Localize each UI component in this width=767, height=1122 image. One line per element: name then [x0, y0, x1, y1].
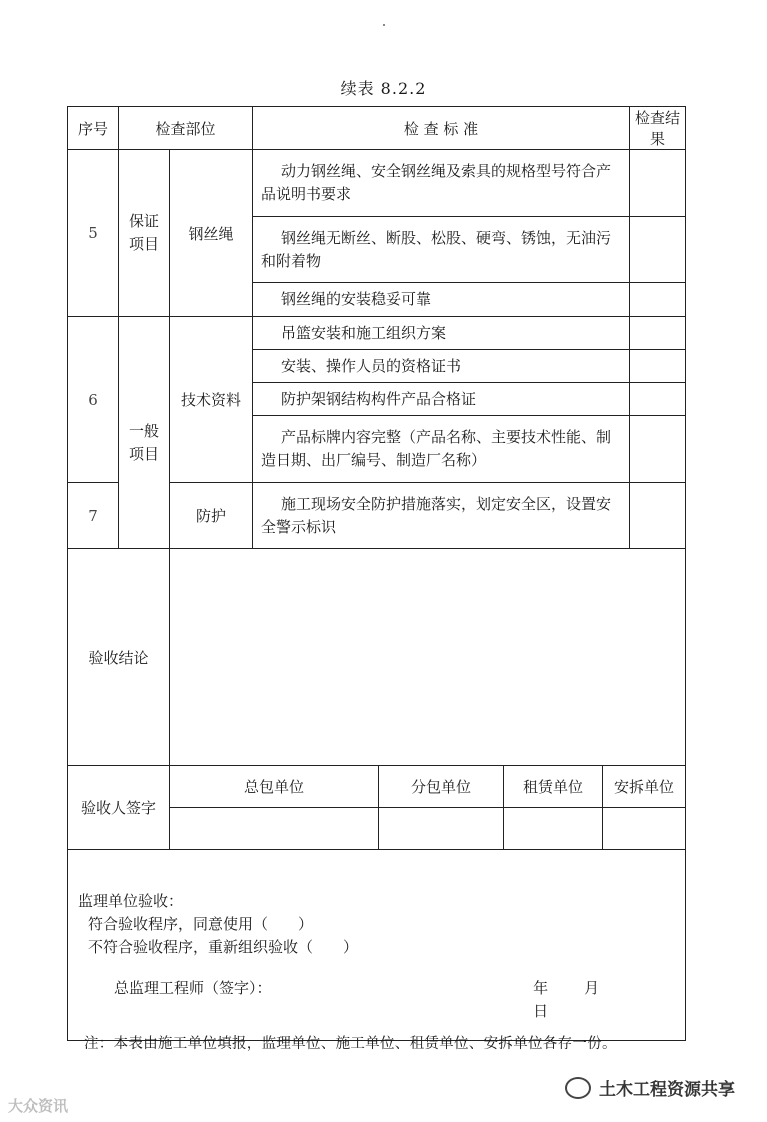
wechat-logo-icon — [565, 1077, 591, 1099]
result-cell — [630, 317, 686, 350]
result-cell — [630, 283, 686, 317]
result-cell — [630, 350, 686, 383]
supervision-title: 监理单位验收： — [78, 892, 184, 910]
signature-header-row — [68, 766, 686, 808]
unit-lessor: 租赁单位 — [504, 766, 603, 808]
table-row — [68, 317, 686, 350]
watermark-right-text: 土木工程资源共享 — [599, 1080, 735, 1100]
header-standard: 检 查 标 准 — [253, 107, 630, 150]
table-row — [68, 150, 686, 217]
standard-item: 防护架钢结构构件产品合格证 — [253, 383, 630, 416]
conclusion-row — [68, 549, 686, 766]
watermark-left — [8, 1095, 68, 1116]
result-cell — [630, 416, 686, 483]
chief-engineer-signature: 总监理工程师（签字）： — [114, 979, 272, 997]
date-year: 年 — [533, 979, 549, 997]
part-wire-rope: 钢丝绳 — [170, 150, 253, 317]
supervision-option-approve: 符合验收程序，同意使用（ ） — [88, 915, 314, 933]
header-row — [68, 107, 686, 150]
unit-subcontractor: 分包单位 — [379, 766, 504, 808]
seq-6: 6 — [68, 317, 119, 483]
result-cell — [630, 217, 686, 283]
standard-item: 产品标牌内容完整（产品名称、主要技术性能、制造日期、出厂编号、制造厂名称） — [253, 416, 630, 483]
supervision-section — [68, 850, 686, 1041]
seq-5: 5 — [68, 150, 119, 317]
conclusion-area — [170, 549, 686, 766]
signature-blank — [379, 808, 504, 850]
standard-item: 钢丝绳的安装稳妥可靠 — [253, 283, 630, 317]
signature-blank — [603, 808, 686, 850]
supervision-row — [68, 850, 686, 1041]
date-day: 日 — [533, 1002, 549, 1020]
date-month: 月 — [584, 979, 600, 997]
watermark-left-text: 大众资讯 — [8, 1097, 69, 1115]
result-cell — [630, 383, 686, 416]
standard-item: 施工现场安全防护措施落实，划定安全区，设置安全警示标识 — [253, 483, 630, 549]
seq-7: 7 — [68, 483, 119, 549]
standard-item: 吊篮安装和施工组织方案 — [253, 317, 630, 350]
category-guarantee: 保证 项目 — [119, 150, 170, 317]
result-cell — [630, 150, 686, 217]
part-protection: 防护 — [170, 483, 253, 549]
header-part: 检查部位 — [119, 107, 253, 150]
footnote: 注：本表由施工单位填报，监理单位、施工单位、租赁单位、安拆单位各存一份。 — [84, 1036, 617, 1052]
watermark-right — [565, 1075, 735, 1100]
signature-blank — [504, 808, 603, 850]
standard-item: 动力钢丝绳、安全钢丝绳及索具的规格型号符合产品说明书要求 — [253, 150, 630, 217]
part-tech-docs: 技术资料 — [170, 317, 253, 483]
conclusion-label: 验收结论 — [68, 549, 170, 766]
unit-installer: 安拆单位 — [603, 766, 686, 808]
unit-general-contractor: 总包单位 — [170, 766, 379, 808]
header-seq: 序号 — [68, 107, 119, 150]
header-result: 检查结果 — [630, 107, 686, 150]
result-cell — [630, 483, 686, 549]
scan-dot — [383, 24, 385, 26]
category-general: 一般 项目 — [119, 317, 170, 549]
signature-blank — [170, 808, 379, 850]
signature-label: 验收人签字 — [68, 766, 170, 850]
table-caption: 续表 8.2.2 — [340, 79, 427, 98]
signature-date — [533, 977, 685, 1023]
supervision-option-reject: 不符合验收程序，重新组织验收（ ） — [88, 938, 359, 956]
inspection-table — [67, 106, 686, 1041]
standard-item: 钢丝绳无断丝、断股、松股、硬弯、锈蚀，无油污和附着物 — [253, 217, 630, 283]
standard-item: 安装、操作人员的资格证书 — [253, 350, 630, 383]
